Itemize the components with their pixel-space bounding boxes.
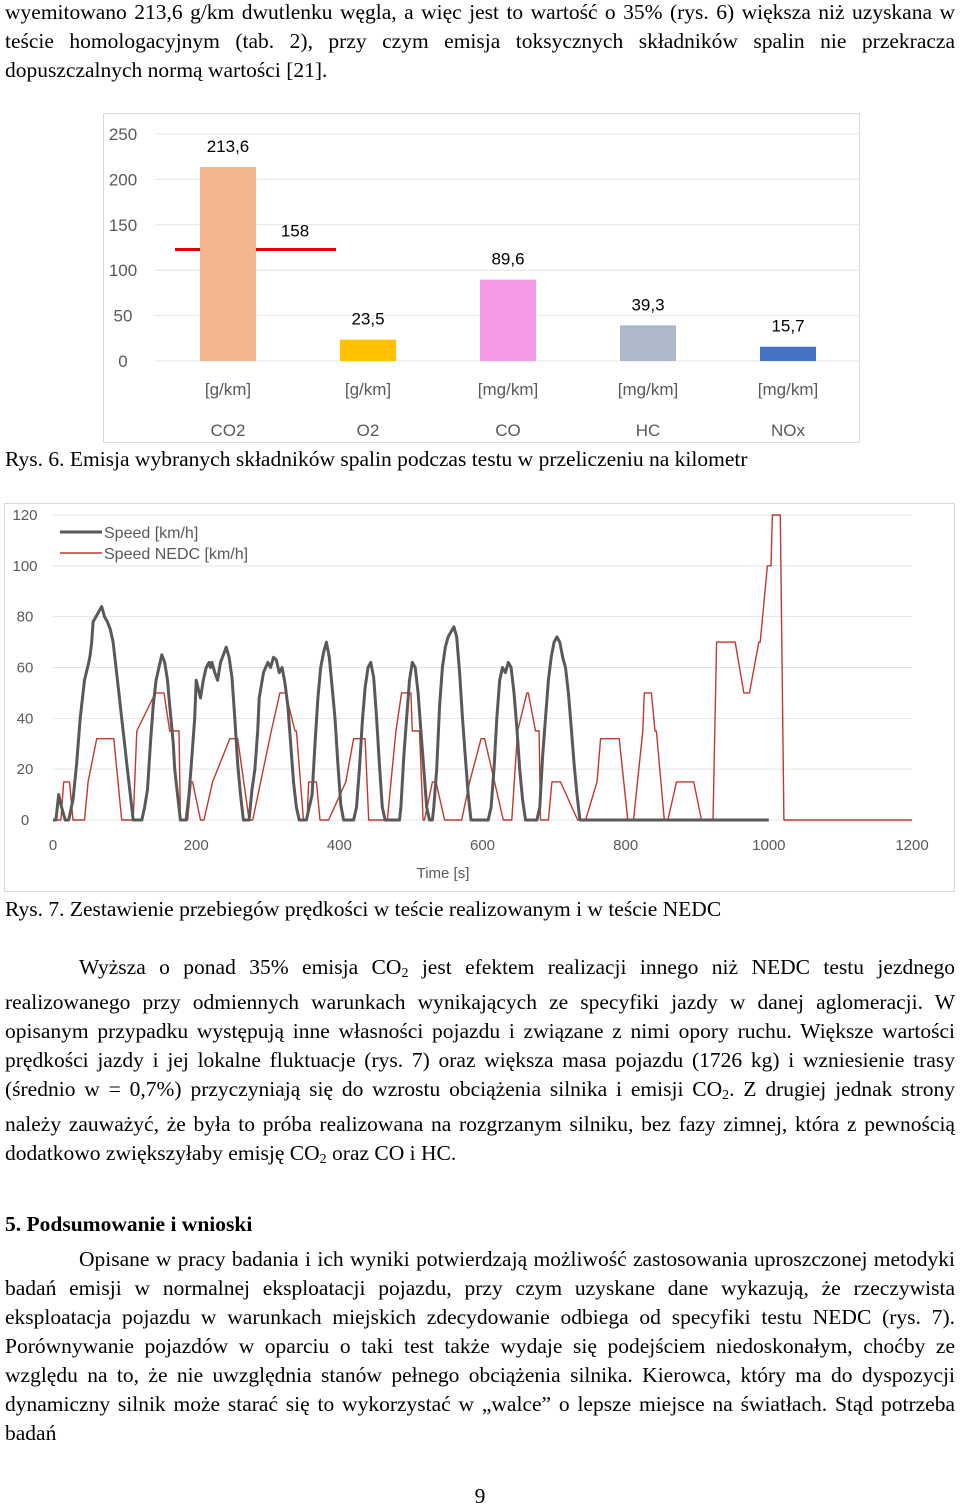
figure7-caption: Rys. 7. Zestawienie przebiegów prędkości w teście realizowanym i w teście NEDC <box>5 897 722 921</box>
y-tick-label: 20 <box>16 761 34 779</box>
y-tick-label: 0 <box>118 352 128 371</box>
intro-paragraph: wyemitowano 213,6 g/km dwutlenku węgla, a więc jest to wartość o 35% (rys. 6) większa niż uzyskana w teście homologacyjnym (tab. 2), przy czym emisja toksycznych składników spalin nie przekracza dopuszczalnych normą wartości [21]. <box>5 0 955 82</box>
section-heading: 5. Podsumowanie i wnioski <box>5 1212 253 1236</box>
category-label: NOx <box>771 421 805 440</box>
y-tick-label: 60 <box>16 659 34 677</box>
bar-nox <box>760 347 816 361</box>
x-tick-label: 600 <box>469 837 496 854</box>
y-tick-label: 0 <box>20 812 30 829</box>
bar-hc <box>620 325 676 361</box>
y-tick-label: 250 <box>108 125 138 144</box>
x-tick-label: 0 <box>48 837 58 854</box>
unit-label: [mg/km] <box>757 380 819 399</box>
bar-value-label: 39,3 <box>631 295 665 315</box>
bar-co2 <box>200 167 256 361</box>
unit-label: [mg/km] <box>617 380 679 399</box>
category-label: CO2 <box>210 421 246 440</box>
body-paragraph-2: Opisane w pracy badania i ich wyniki potwierdzają możliwość zastosowania uproszczonej metodyki badań emisji w normalnej eksploatacji pojazdu, przy czym uzyskane dane wykazują, że rzeczywista eksploatacja pojazdu w warunkach miejskich zdecydowanie odbiega od specyfiki testu NEDC (rys. 7). Porównywanie pojazdów w oparciu o taki test także wydaje się podejściem niedoskonałym, choćby ze względu na to, że nie uwzględnia stanów pełnego obciążenia silnika. Kierowca, który ma do dyspozycji dynamiczny silnik może starać się to wykorzystać w „walce” o lepsze miejsce na światłach. Stąd potrzeba badań <box>5 1247 955 1445</box>
y-tick-label: 40 <box>16 710 34 728</box>
category-label: HC <box>635 421 661 440</box>
x-tick-label: 200 <box>183 837 209 854</box>
legend-label: Speed NEDC [km/h] <box>104 546 249 563</box>
y-tick-label: 50 <box>113 306 133 326</box>
unit-label: [mg/km] <box>477 380 539 399</box>
bar-value-label: 15,7 <box>771 316 805 336</box>
y-tick-label: 200 <box>108 170 138 190</box>
category-label: CO <box>495 421 521 440</box>
unit-label: [g/km] <box>204 380 252 399</box>
bar-o2 <box>340 340 396 361</box>
reference-line-label: 158 <box>280 221 310 241</box>
legend-label: Speed [km/h] <box>104 525 199 542</box>
x-tick-label: 400 <box>326 837 352 854</box>
page-number: 9 <box>474 1484 486 1508</box>
x-tick-label: 800 <box>613 837 639 854</box>
y-tick-label: 100 <box>12 557 38 575</box>
emission-bar-chart <box>103 113 860 443</box>
unit-label: [g/km] <box>344 380 392 399</box>
x-axis-label: Time [s] <box>416 865 470 882</box>
y-tick-label: 120 <box>12 507 38 524</box>
bar-co <box>480 280 536 361</box>
body-paragraph-1: Wyższa o ponad 35% emisja $CO_2$ jest efektem realizacji innego niż NEDC testu jezdnego realizowanego przy odmiennych warunkach wynikających ze specyfiki jazdy w danej aglomeracji. W opisanym przypadku występują inne własności pojazdu i związane z nimi opory ruchu. Większe wartości prędkości jazdy i jej lokalne fluktuacje (rys. 7) oraz większa masa pojazdu (1726 kg) i wzniesienie trasy (średnio w = 0,7%) przyczyniają się do wzrostu obciążenia silnika i emisji $CO_2$. Z drugiej jednak strony należy zauważyć, że była to próba realizowana na rozgrzanym silniku, bez fazy zimnej, która z pewnością dodatkowo zwiększyłaby emisję $CO_2$ oraz CO i HC. <box>5 955 955 1167</box>
category-label: O2 <box>356 421 380 440</box>
speed-line-chart <box>4 503 955 892</box>
y-tick-label: 100 <box>108 261 138 281</box>
x-tick-label: 1000 <box>752 837 786 854</box>
figure6-caption: Rys. 6. Emisja wybranych składników spalin podczas testu w przeliczeniu na kilometr <box>5 447 748 471</box>
bar-value-label: 23,5 <box>351 309 385 329</box>
y-tick-label: 80 <box>16 608 34 626</box>
y-tick-label: 150 <box>108 215 138 235</box>
bar-value-label: 89,6 <box>491 249 525 269</box>
x-tick-label: 1200 <box>895 837 929 854</box>
bar-value-label: 213,6 <box>206 137 250 157</box>
